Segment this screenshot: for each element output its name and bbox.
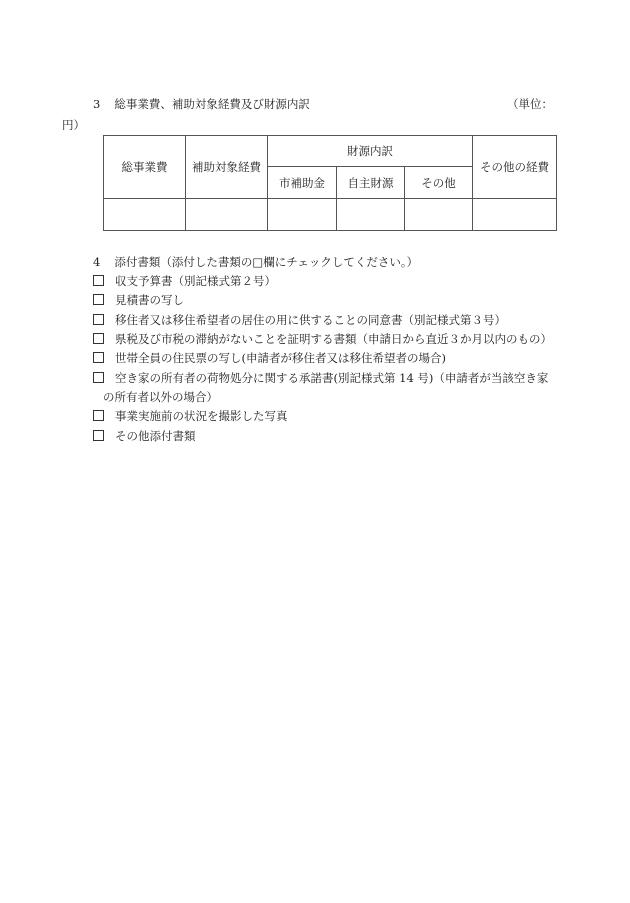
cell-eligible[interactable]	[186, 199, 268, 231]
list-item	[93, 274, 276, 288]
section4-heading	[93, 255, 418, 269]
list-item	[93, 313, 506, 327]
checkbox[interactable]	[93, 430, 104, 441]
checkbox[interactable]	[93, 314, 104, 325]
checkbox[interactable]	[93, 333, 104, 344]
checkbox[interactable]	[93, 294, 104, 305]
list-item	[93, 351, 446, 365]
list-item	[93, 429, 196, 443]
list-item-label: 収支予算書（別記様式第２号）	[115, 274, 276, 288]
list-item	[93, 293, 184, 307]
list-item-label: 県税及び市税の滞納がないことを証明する書類（申請日から直近３か月以内のもの）	[115, 332, 552, 346]
table-row	[104, 199, 557, 231]
header-funding: 財源内訳	[268, 136, 473, 167]
list-item	[93, 409, 288, 423]
cell-own-funds[interactable]	[337, 199, 405, 231]
budget-table	[103, 135, 557, 231]
cell-other-expenses[interactable]	[473, 199, 557, 231]
list-item-label: 事業実施前の状況を撮影した写真	[115, 409, 288, 423]
header-city-subsidy: 市補助金	[268, 167, 337, 199]
section3-number: 3	[93, 97, 101, 111]
list-item-label: その他添付書類	[115, 429, 196, 443]
section4-title: 添付書類（添付した書類の□欄にチェックしてください。）	[114, 255, 419, 269]
cell-other[interactable]	[405, 199, 473, 231]
section3-heading	[93, 97, 310, 111]
section3-title: 総事業費、補助対象経費及び財源内訳	[114, 97, 310, 111]
list-item-label: 移住者又は移住希望者の居住の用に供することの同意書（別記様式第３号）	[115, 313, 506, 327]
list-item-label: 世帯全員の住民票の写し(申請者が移住者又は移住希望者の場合)	[115, 351, 446, 365]
unit-label-close: 円）	[62, 118, 85, 132]
header-own-funds: 自主財源	[337, 167, 405, 199]
cell-city-subsidy[interactable]	[268, 199, 337, 231]
header-other: その他	[405, 167, 473, 199]
section4-number: 4	[93, 255, 101, 269]
checkbox[interactable]	[93, 410, 104, 421]
checkbox[interactable]	[93, 352, 104, 363]
list-item	[93, 371, 548, 385]
header-total: 総事業費	[104, 136, 186, 199]
list-item-label: 見積書の写し	[115, 293, 184, 307]
header-other-expenses: その他の経費	[473, 136, 557, 199]
unit-label-open: （単位：	[507, 97, 553, 111]
checkbox[interactable]	[93, 372, 104, 383]
list-item-continuation: の所有者以外の場合）	[103, 390, 218, 404]
list-item-label: 空き家の所有者の荷物処分に関する承諾書(別記様式第 14 号)（申請者が当該空き家	[115, 371, 549, 385]
header-eligible: 補助対象経費	[186, 136, 268, 199]
cell-total[interactable]	[104, 199, 186, 231]
list-item	[93, 332, 552, 346]
checkbox[interactable]	[93, 275, 104, 286]
